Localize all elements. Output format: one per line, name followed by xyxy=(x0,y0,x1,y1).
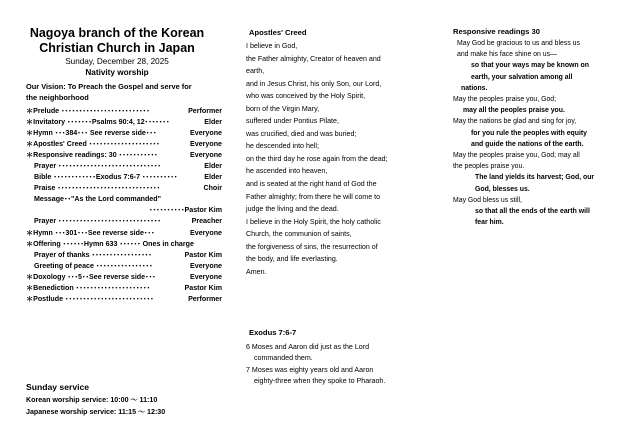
program-item-leader: Everyone xyxy=(190,151,222,160)
program-item-label: ＊Responsive readings: 30 ･･･････････ xyxy=(26,151,158,160)
program-item xyxy=(26,194,222,205)
creed-line: suffered under Pontius Pilate, xyxy=(246,117,339,126)
program-item-leader: Performer xyxy=(188,294,222,303)
program-item-label: ＊Hymn ･･･301･･･See reverse side･･･ xyxy=(26,228,155,237)
exodus-verse-line: eighty-three when they spoke to Pharaoh. xyxy=(254,377,386,386)
response-line-leader: May God bless us still, xyxy=(453,196,522,204)
response-line-leader: May God be gracious to us and bless us xyxy=(457,40,580,47)
program-item-label: ＊Hymn ･･･384･･･ See reverse side･･･ xyxy=(26,129,157,138)
church-name-line1: Nagoya branch of the Korean xyxy=(29,26,205,40)
creed-line: Church, the communion of saints, xyxy=(246,230,352,239)
creed-line: Father almighty; from there he will come to xyxy=(246,192,381,201)
program-item xyxy=(26,128,222,139)
program-item-leader: Choir xyxy=(203,184,222,193)
program-item-label: Greeting of peace ････････････････ xyxy=(34,261,153,270)
program-item-label: ＊Benediction ･････････････････････ xyxy=(26,283,151,292)
exodus-heading: Exodus 7:6-7 xyxy=(249,328,297,337)
response-line-congregation: may all the peoples praise you. xyxy=(463,107,565,115)
creed-line: on the third day he rose again from the dead; xyxy=(246,154,388,163)
response-line-congregation: earth, your salvation among all xyxy=(471,73,573,81)
creed-line: and is seated at the right hand of God the xyxy=(246,180,377,189)
response-line-congregation: nations. xyxy=(461,84,488,92)
program-item-leader: Everyone xyxy=(190,272,222,281)
program-item-leader: Preacher xyxy=(191,217,222,226)
order-of-worship-list xyxy=(26,106,222,305)
program-item-leader: Everyone xyxy=(190,129,222,138)
response-line-congregation: and guide the nations of the earth. xyxy=(471,140,584,148)
japanese-service-time: Japanese worship service: 11:15 ～ 12:30 xyxy=(26,408,166,416)
response-line-leader: May the peoples praise you, God; xyxy=(453,96,557,104)
service-date: Sunday, December 28, 2025 xyxy=(65,57,169,66)
response-line-congregation: so that all the ends of the earth will xyxy=(475,208,590,216)
korean-service-time: Korean worship service: 10:00 ～ 11:10 xyxy=(26,396,158,404)
program-item xyxy=(26,250,222,261)
program-item-label: Prayer ･････････････････････････････ xyxy=(34,217,161,226)
program-item xyxy=(26,172,222,183)
vision-line: Our Vision: To Preach the Gospel and serve for xyxy=(26,82,192,91)
program-item-leader: ･･････････Pastor Kim xyxy=(149,206,222,215)
exodus-verse-line: 6 Moses and Aaron did just as the Lord xyxy=(246,343,370,351)
program-item xyxy=(26,294,222,305)
program-item xyxy=(26,183,222,194)
program-item-leader: Performer xyxy=(188,107,222,115)
creed-line: he ascended into heaven, xyxy=(246,167,328,176)
program-item-label: ＊Doxology ･･･5･･See reverse side･･･ xyxy=(26,272,156,281)
exodus-text xyxy=(246,342,451,388)
creed-line: was crucified, died and was buried; xyxy=(246,129,357,138)
program-item-leader: Pastor Kim xyxy=(184,250,222,259)
program-item xyxy=(26,106,222,117)
program-item-label: Bible ････････････Exodus 7:6-7 ･･････････ xyxy=(34,173,178,182)
program-item xyxy=(26,261,222,272)
response-line-congregation: for you rule the peoples with equity xyxy=(471,129,588,137)
program-item-leader: Pastor Kim xyxy=(184,283,222,292)
program-item-label: ＊Apostles' Creed ････････････････････ xyxy=(26,140,160,149)
program-item-leader: Elder xyxy=(204,118,222,127)
program-item-leader: Elder xyxy=(204,162,222,171)
response-line-congregation: fear him. xyxy=(475,219,504,227)
program-item-leader: Elder xyxy=(204,173,222,182)
response-line-leader: May the peoples praise you, God; may all xyxy=(453,152,580,160)
vision-statement xyxy=(26,81,226,103)
response-line-leader: and make his face shine on us— xyxy=(457,51,557,59)
creed-line: the Father almighty, Creator of heaven and xyxy=(246,54,381,63)
response-line-congregation: The land yields its harvest; God, our xyxy=(475,174,595,182)
program-item xyxy=(26,239,222,250)
program-item xyxy=(26,228,222,239)
creed-line: who was conceived by the Holy Spirit, xyxy=(246,92,366,101)
creed-line: he descended into hell; xyxy=(246,142,319,151)
program-item xyxy=(26,117,222,128)
creed-line: I believe in God, xyxy=(246,42,298,50)
program-item xyxy=(26,139,222,150)
church-name-line2: Christian Church in Japan xyxy=(39,41,195,55)
exodus-verse-line: commanded them. xyxy=(254,354,313,363)
creed-line: and in Jesus Christ, his only Son, our Lord, xyxy=(246,79,382,88)
program-item xyxy=(26,161,222,172)
response-line-congregation: God, blesses us. xyxy=(475,185,530,193)
program-item xyxy=(26,283,222,294)
creed-line: the body, and life everlasting. xyxy=(246,255,338,264)
exodus-verse-line: 7 Moses was eighty years old and Aaron xyxy=(246,365,374,374)
responsive-heading: Responsive readings 30 xyxy=(453,27,540,36)
program-item-label: ＊Invitatory ･･･････Psalms 90:4, 12･･･････ xyxy=(26,118,170,127)
response-line-leader: May the nations be glad and sing for joy, xyxy=(453,118,577,126)
creed-line: Amen. xyxy=(246,267,267,276)
program-item xyxy=(26,150,222,161)
service-name: Nativity worship xyxy=(85,68,149,77)
program-item-leader: Everyone xyxy=(190,261,222,270)
creed-line: I believe in the Holy Spirit, the holy catholic xyxy=(246,217,381,226)
creed-line: judge the living and the dead. xyxy=(246,205,339,214)
sunday-service-heading: Sunday service xyxy=(26,382,90,392)
program-item xyxy=(26,272,222,283)
bulletin-header xyxy=(18,26,216,78)
program-item-label: Praise ･････････････････････････････ xyxy=(34,184,161,193)
program-item-label: ＊Offering ･･････Hymn 633 ･･････ Ones in charge xyxy=(26,239,194,248)
program-item-label: Prayer ･････････････････････････････ xyxy=(34,162,161,171)
creed-line: born of the Virgin Mary, xyxy=(246,104,320,113)
creed-line: earth, xyxy=(246,67,265,76)
responsive-text xyxy=(453,38,633,228)
program-item-leader: Everyone xyxy=(190,228,222,237)
program-item-label: ＊Prelude ･････････････････････････ xyxy=(26,107,150,115)
program-item-label: Prayer of thanks ･････････････････ xyxy=(34,250,152,259)
response-line-congregation: so that your ways may be known on xyxy=(471,62,589,70)
program-item-label: Message･･"As the Lord commanded" xyxy=(34,195,161,204)
program-item-leader: Everyone xyxy=(190,140,222,149)
creed-text xyxy=(246,40,446,278)
program-item xyxy=(26,205,222,216)
vision-line: the neighborhood xyxy=(26,93,89,102)
response-line-leader: the peoples praise you. xyxy=(453,163,525,171)
sunday-service-info xyxy=(26,381,236,418)
program-item-label: ＊Postlude ･････････････････････････ xyxy=(26,294,154,303)
program-item xyxy=(26,216,222,227)
creed-heading: Apostles' Creed xyxy=(249,28,307,37)
creed-line: the forgiveness of sins, the resurrection of xyxy=(246,242,378,251)
